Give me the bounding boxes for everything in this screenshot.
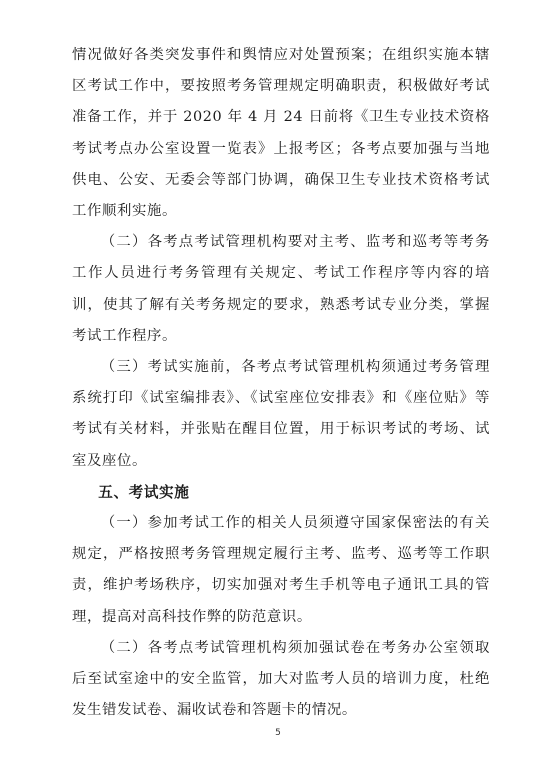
paragraph-3: （三）考试实施前，各考点考试管理机构须通过考务管理系统打印《试室编排表》、《试室座位安排表》和《座位贴》等考试有关材料，并张贴在醒目位置，用于标识考试的考场、试室及座位。 bbox=[72, 359, 490, 469]
document-body bbox=[72, 40, 490, 726]
paragraph-5: （二）各考点考试管理机构须加强试卷在考务办公室领取后至试室途中的安全监管，加大对监考人员的培训力度，杜绝发生错发试卷、漏收试卷和答题卡的情况。 bbox=[72, 639, 490, 719]
paragraph-1: 情况做好各类突发事件和舆情应对处置预案；在组织实施本辖区考试工作中，要按照考务管理规定明确职责，积极做好考试准备工作，并于 2020 年 4 月 24 日前将《卫生专业技术资格考试考点办公室设置一览表》上报考区；各考点要加强与当地供电、公安、无委会等部门协调，确保卫生专业技术资格考试工作顺利实施。 bbox=[72, 47, 490, 220]
section-heading: 五、考试实施 bbox=[98, 483, 190, 501]
paragraph-4: （一）参加考试工作的相关人员须遵守国家保密法的有关规定，严格按照考务管理规定履行主考、监考、巡考等工作职责，维护考场秩序，切实加强对考生手机等电子通讯工具的管理，提高对高科技作弊的防范意识。 bbox=[72, 515, 490, 625]
paragraph-2: （二）各考点考试管理机构要对主考、监考和巡考等考务工作人员进行考务管理有关规定、考试工作程序等内容的培训，使其了解有关考务规定的要求，熟悉考试专业分类，掌握考试工作程序。 bbox=[72, 234, 490, 344]
page-number: 5 bbox=[275, 728, 281, 738]
